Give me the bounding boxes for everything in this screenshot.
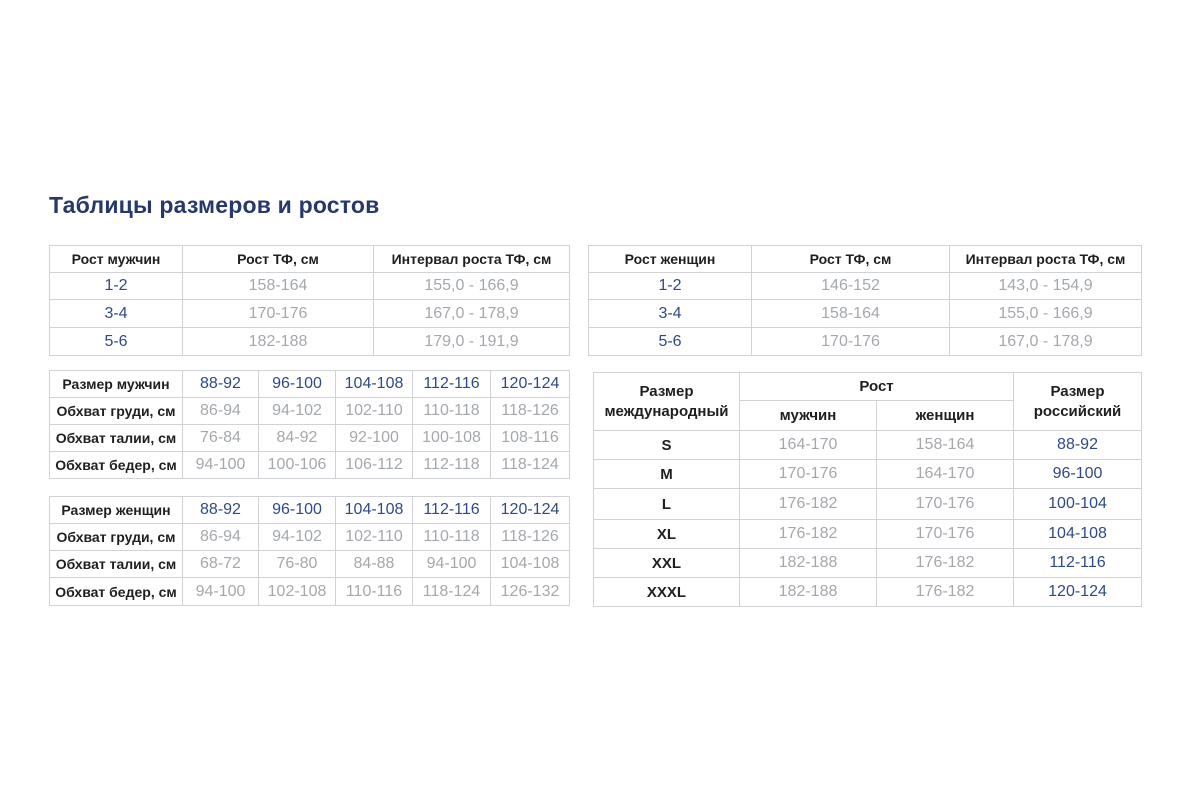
value-cell: 143,0 - 154,9: [950, 273, 1142, 300]
header-height: Рост: [740, 373, 1014, 401]
value-cell: 100-106: [259, 452, 336, 479]
value-cell: 102-110: [336, 398, 413, 425]
height-group-cell: 5-6: [50, 328, 183, 356]
value-cell: 86-94: [183, 524, 259, 551]
value-cell: 76-80: [259, 551, 336, 578]
value-cell: 182-188: [740, 549, 877, 578]
value-cell: 118-126: [491, 398, 570, 425]
value-cell: 179,0 - 191,9: [374, 328, 570, 356]
height-group-cell: 3-4: [589, 300, 752, 328]
measure-label-cell: Обхват талии, см: [50, 425, 183, 452]
table-row: [594, 520, 1142, 549]
value-cell: 118-124: [491, 452, 570, 479]
value-cell: 146-152: [752, 273, 950, 300]
value-cell: 110-116: [336, 578, 413, 606]
value-cell: 182-188: [740, 578, 877, 607]
value-cell: 176-182: [877, 549, 1014, 578]
ru-size-cell: 120-124: [1014, 578, 1142, 607]
height-group-cell: 3-4: [50, 300, 183, 328]
value-cell: 170-176: [752, 328, 950, 356]
ru-size-cell: 96-100: [1014, 460, 1142, 489]
intl-size-cell: M: [594, 460, 740, 489]
value-cell: 108-116: [491, 425, 570, 452]
ru-size-cell: 104-108: [1014, 520, 1142, 549]
value-cell: 182-188: [183, 328, 374, 356]
header-cell: Рост женщин: [589, 246, 752, 273]
value-cell: 176-182: [740, 520, 877, 549]
size-cell: 104-108: [336, 371, 413, 398]
table-row: [50, 425, 570, 452]
size-cell: 112-116: [413, 497, 491, 524]
value-cell: 94-102: [259, 524, 336, 551]
value-cell: 94-100: [183, 578, 259, 606]
value-cell: 118-126: [491, 524, 570, 551]
value-cell: 112-118: [413, 452, 491, 479]
header-cell: Рост мужчин: [50, 246, 183, 273]
table-row: [50, 551, 570, 578]
intl-size-cell: XXL: [594, 549, 740, 578]
value-cell: 158-164: [877, 431, 1014, 460]
table-row: [589, 328, 1142, 356]
value-cell: 84-92: [259, 425, 336, 452]
measure-label-cell: Обхват бедер, см: [50, 452, 183, 479]
value-cell: 170-176: [740, 460, 877, 489]
men-size-table: [49, 370, 570, 479]
size-label-cell: Размер мужчин: [50, 371, 183, 398]
table-row: [594, 489, 1142, 520]
value-cell: 102-108: [259, 578, 336, 606]
size-cell: 120-124: [491, 371, 570, 398]
intl-size-cell: L: [594, 489, 740, 520]
value-cell: 84-88: [336, 551, 413, 578]
value-cell: 76-84: [183, 425, 259, 452]
header-women: женщин: [877, 401, 1014, 431]
size-cell: 112-116: [413, 371, 491, 398]
height-group-cell: 5-6: [589, 328, 752, 356]
value-cell: 176-182: [740, 489, 877, 520]
measure-label-cell: Обхват груди, см: [50, 398, 183, 425]
table-row: [50, 328, 570, 356]
table-row: [589, 273, 1142, 300]
table-row: [594, 431, 1142, 460]
measure-label-cell: Обхват бедер, см: [50, 578, 183, 606]
table-row: [50, 524, 570, 551]
value-cell: 94-100: [183, 452, 259, 479]
value-cell: 164-170: [740, 431, 877, 460]
table-row: [594, 549, 1142, 578]
measure-label-cell: Обхват груди, см: [50, 524, 183, 551]
header-ru-size: Размер российский: [1014, 373, 1142, 431]
ru-size-cell: 112-116: [1014, 549, 1142, 578]
size-cell: 120-124: [491, 497, 570, 524]
value-cell: 167,0 - 178,9: [950, 328, 1142, 356]
value-cell: 104-108: [491, 551, 570, 578]
table-row: [594, 460, 1142, 489]
header-cell: Интервал роста ТФ, см: [950, 246, 1142, 273]
table-row: [594, 578, 1142, 607]
value-cell: 94-100: [413, 551, 491, 578]
value-cell: 167,0 - 178,9: [374, 300, 570, 328]
value-cell: 126-132: [491, 578, 570, 606]
table-row: [50, 452, 570, 479]
value-cell: 110-118: [413, 398, 491, 425]
value-cell: 176-182: [877, 578, 1014, 607]
value-cell: 68-72: [183, 551, 259, 578]
header-men: мужчин: [740, 401, 877, 431]
value-cell: 106-112: [336, 452, 413, 479]
value-cell: 118-124: [413, 578, 491, 606]
value-cell: 92-100: [336, 425, 413, 452]
header-cell: Интервал роста ТФ, см: [374, 246, 570, 273]
ru-size-cell: 88-92: [1014, 431, 1142, 460]
page-title: Таблицы размеров и ростов: [49, 192, 380, 218]
value-cell: 155,0 - 166,9: [374, 273, 570, 300]
header-intl-size: Размер международный: [594, 373, 740, 431]
size-label-cell: Размер женщин: [50, 497, 183, 524]
value-cell: 170-176: [183, 300, 374, 328]
men-height-table: [49, 245, 570, 356]
value-cell: 164-170: [877, 460, 1014, 489]
value-cell: 110-118: [413, 524, 491, 551]
value-cell: 100-108: [413, 425, 491, 452]
value-cell: 102-110: [336, 524, 413, 551]
size-cell: 104-108: [336, 497, 413, 524]
value-cell: 158-164: [752, 300, 950, 328]
height-group-cell: 1-2: [50, 273, 183, 300]
intl-size-cell: XXXL: [594, 578, 740, 607]
height-group-cell: 1-2: [589, 273, 752, 300]
header-cell: Рост ТФ, см: [183, 246, 374, 273]
size-cell: 88-92: [183, 497, 259, 524]
size-cell: 96-100: [259, 371, 336, 398]
header-cell: Рост ТФ, см: [752, 246, 950, 273]
value-cell: 170-176: [877, 520, 1014, 549]
table-row: [50, 578, 570, 606]
table-row: [50, 300, 570, 328]
ru-size-cell: 100-104: [1014, 489, 1142, 520]
measure-label-cell: Обхват талии, см: [50, 551, 183, 578]
table-row: [589, 300, 1142, 328]
intl-size-cell: XL: [594, 520, 740, 549]
value-cell: 170-176: [877, 489, 1014, 520]
table-row: [50, 398, 570, 425]
size-cell: 96-100: [259, 497, 336, 524]
women-height-table: [588, 245, 1142, 356]
women-size-table: [49, 496, 570, 606]
value-cell: 158-164: [183, 273, 374, 300]
value-cell: 94-102: [259, 398, 336, 425]
value-cell: 86-94: [183, 398, 259, 425]
value-cell: 155,0 - 166,9: [950, 300, 1142, 328]
table-row: [50, 273, 570, 300]
size-cell: 88-92: [183, 371, 259, 398]
intl-size-cell: S: [594, 431, 740, 460]
international-size-table: [593, 372, 1142, 607]
